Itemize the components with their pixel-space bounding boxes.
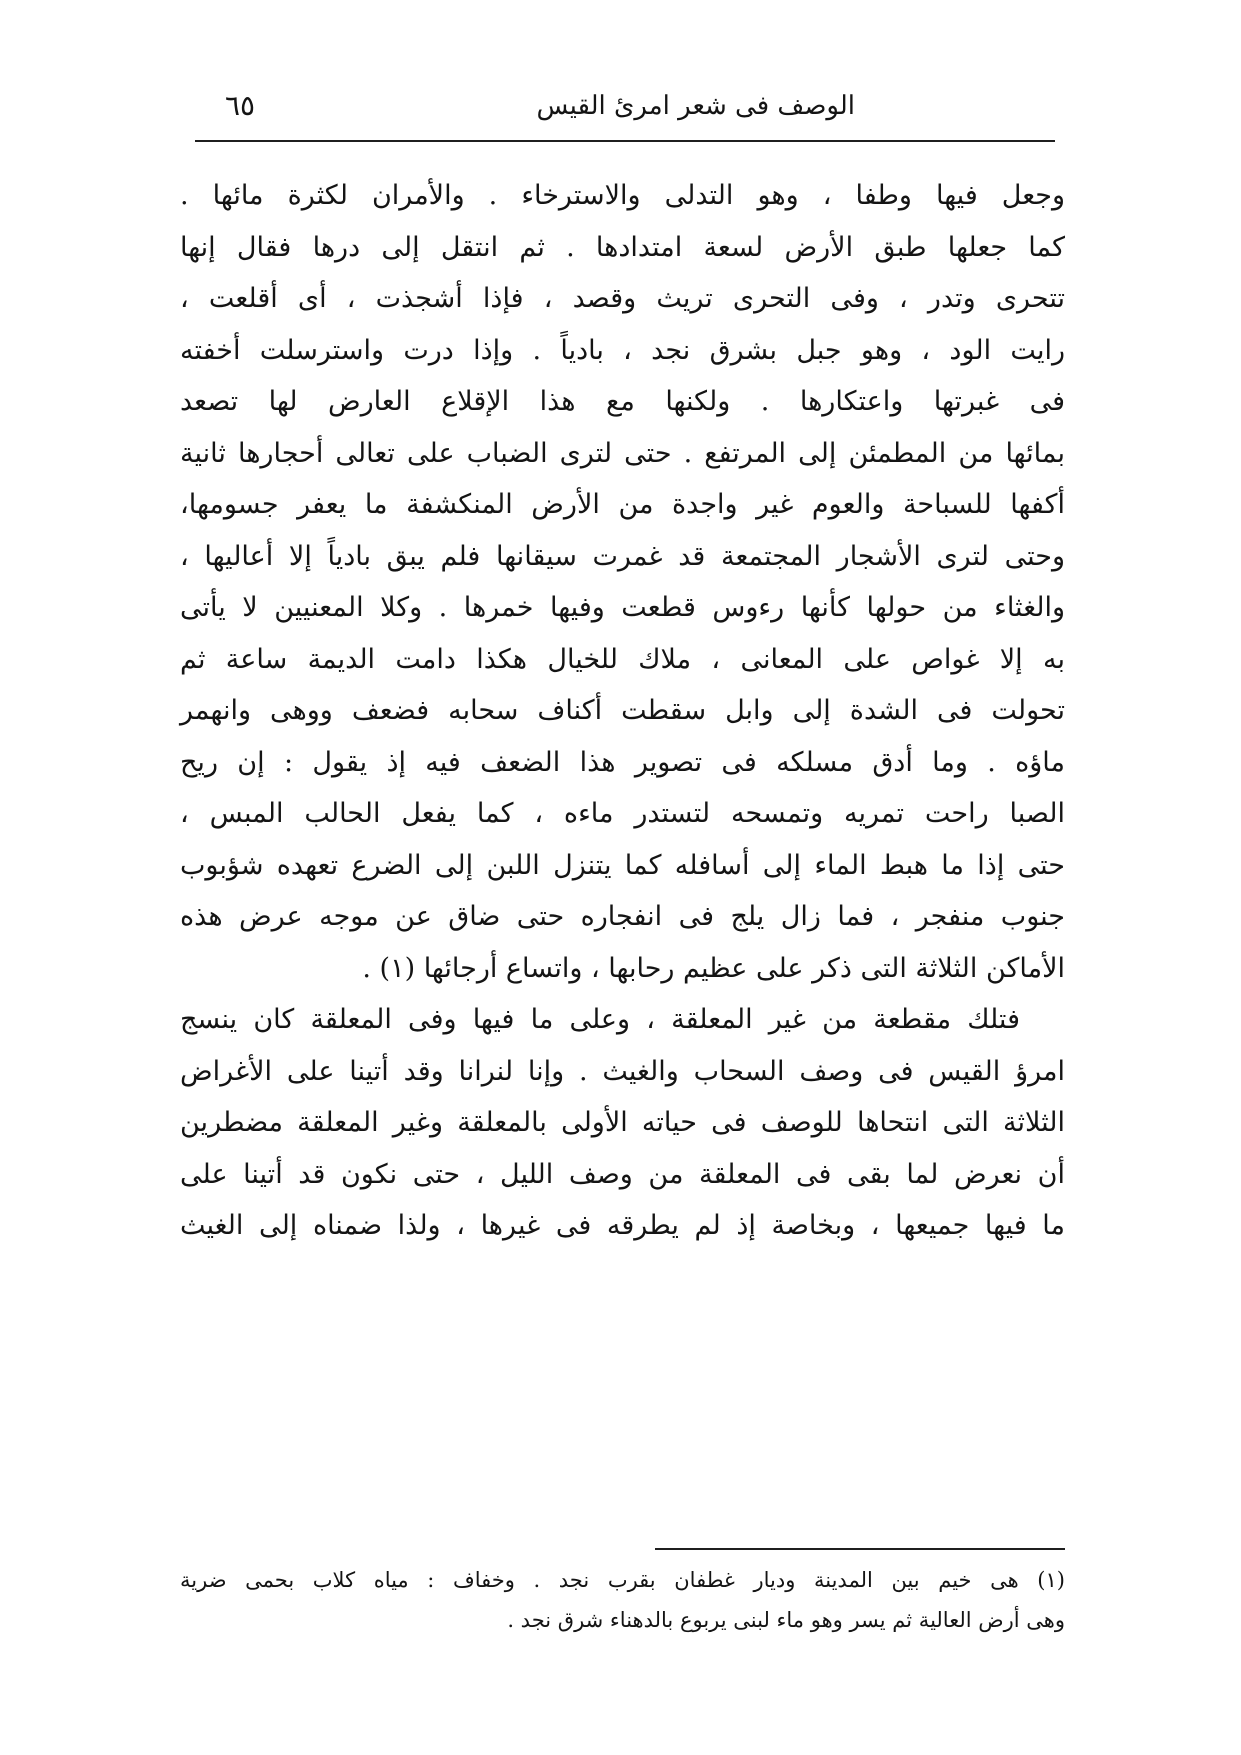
text-line: أكفها للسباحة والعوم غير واجدة من الأرض المنكشفة ما يعفر جسومها، xyxy=(180,489,1065,520)
text-line: حتى إذا ما هبط الماء إلى أسافله كما يتنزل اللبن إلى الضرع تعهده شؤبوب xyxy=(180,849,1065,881)
text-line: كما جعلها طبق الأرض لسعة امتدادها . ثم انتقل إلى درها فقال إنها xyxy=(180,231,1065,263)
body-text xyxy=(180,170,1065,1252)
text-line: تحولت فى الشدة إلى وابل سقطت أكناف سحابه فضعف ووهى وانهمر xyxy=(180,695,1065,726)
text-line: فى غبرتها واعتكارها . ولكنها مع هذا الإقلاع العارض لها تصعد xyxy=(180,386,1065,417)
footnotes xyxy=(180,1560,1065,1640)
text-line: فتلك مقطعة من غير المعلقة ، وعلى ما فيها وفى المعلقة كان ينسج xyxy=(180,1004,1020,1035)
text-line: جنوب منفجر ، فما زال يلج فى انفجاره حتى ضاق عن موجه عرض هذه xyxy=(180,901,1065,932)
text-line: الصبا راحت تمريه وتمسحه لتستدر ماءه ، كما يفعل الحالب المبس ، xyxy=(180,798,1065,829)
footnote-divider xyxy=(655,1548,1065,1550)
text-line: وجعل فيها وطفا ، وهو التدلى والاسترخاء . والأمران لكثرة مائها . xyxy=(180,180,1065,211)
page-number: ٦٥ xyxy=(225,89,256,122)
text-line: وحتى لترى الأشجار المجتمعة قد غمرت سيقانها فلم يبق بادياً إلا أعاليها ، xyxy=(180,540,1065,572)
text-line: والغثاء من حولها كأنها رءوس قطعت وفيها خمرها . وكلا المعنيين لا يأتى xyxy=(180,592,1065,623)
text-line: الأماكن الثلاثة التى ذكر على عظيم رحابها ، واتساع أرجائها (١) . xyxy=(362,952,1065,984)
text-line: رايت الود ، وهو جبل بشرق نجد ، بادياً . وإذا درت واسترسلت أخفته xyxy=(180,334,1065,366)
text-line: بمائها من المطمئن إلى المرتفع . حتى لترى الضباب على تعالى أحجارها ثانية xyxy=(180,437,1065,469)
footnote-line: وهى أرض العالية ثم يسر وهو ماء لبنى يربوع بالدهناء شرق نجد . xyxy=(507,1608,1065,1632)
header-divider xyxy=(195,140,1055,142)
text-line: تتحرى وتدر ، وفى التحرى تريث وقصد ، فإذا أشجذت ، أى أقلعت ، xyxy=(180,283,1065,314)
footnote-line: (١) هى خيم بين المدينة وديار غطفان بقرب نجد . وخفاف : مياه كلاب بحمى ضرية xyxy=(180,1568,1065,1592)
running-title: الوصف فى شعر امرئ القيس xyxy=(536,91,855,121)
text-line: ماؤه . وما أدق مسلكه فى تصوير هذا الضعف فيه إذ يقول : إن ريح xyxy=(180,746,1065,778)
text-line: ما فيها جميعها ، وبخاصة إذ لم يطرقه فى غيرها ، ولذا ضمناه إلى الغيث xyxy=(180,1210,1065,1241)
page-header xyxy=(195,86,1065,134)
text-line: امرؤ القيس فى وصف السحاب والغيث . وإنا لنرانا وقد أتينا على الأغراض xyxy=(180,1055,1065,1087)
text-line: الثلاثة التى انتحاها للوصف فى حياته الأولى بالمعلقة وغير المعلقة مضطرين xyxy=(180,1107,1065,1138)
text-line: أن نعرض لما بقى فى المعلقة من وصف الليل ، حتى نكون قد أتينا على xyxy=(180,1158,1065,1190)
text-line: به إلا غواص على المعانى ، ملاك للخيال هكذا دامت الديمة ساعة ثم xyxy=(180,643,1065,675)
